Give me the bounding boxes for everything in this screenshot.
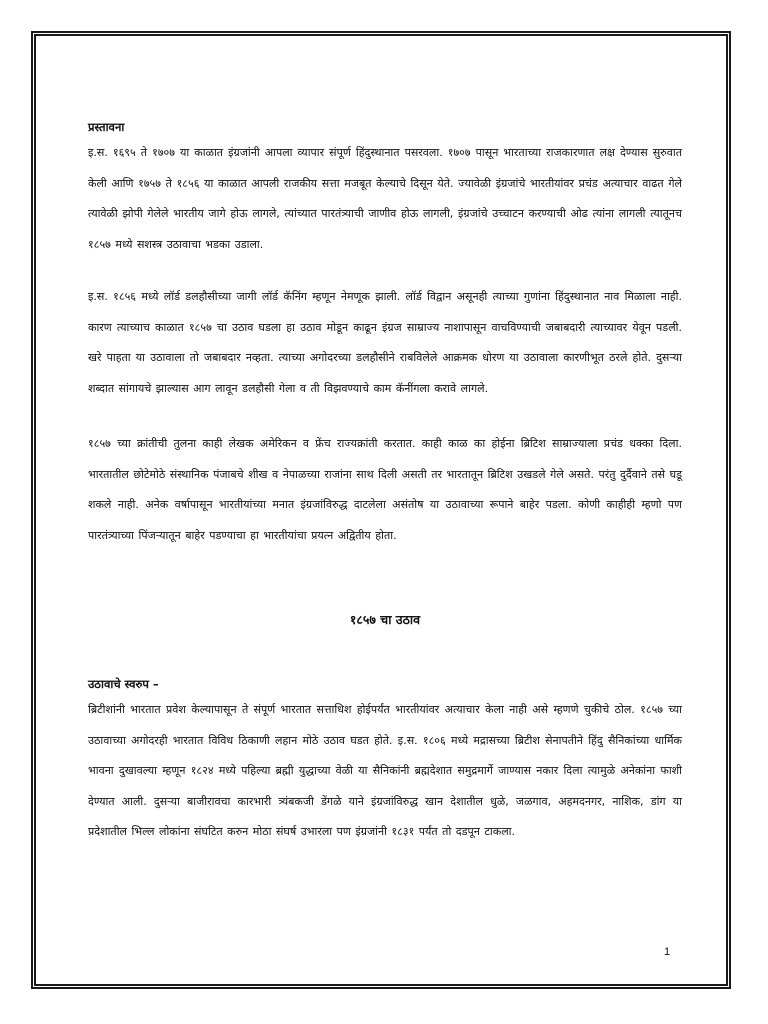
document-body: [88, 116, 682, 848]
section-paragraph: ब्रिटीशांनी भारतात प्रवेश केल्यापासून ते संपूर्ण भारतात सत्ताधिश होईपर्यंत भारतीयांवर अत्याचार केला नाही असे म्हणणे चुकीचे ठोल. १८५७ च्या उठावाच्या अगोदरही भारतात विविध ठिकाणी लहान मोठे उठाव घडत होते. इ.स. १८०६ मध्ये मद्रासच्या ब्रिटीश सेनापतीने हिंदु सैनिकांच्या धार्मिक भावना दुखावल्या म्हणून १८२४ मध्ये पहिल्या ब्रह्मी युद्धाच्या वेळी या सैनिकांनी ब्रह्मदेशात समुद्रमार्गे जाण्यास नकार दिला त्यामुळे अनेकांना फाशी देण्यात आली. दुसऱ्या बाजीरावचा कारभारी त्र्यंबकजी डेंगळे याने इंग्रजांविरुद्ध खान देशातील धुळे, जळगाव, अहमदनगर, नाशिक, डांग या प्रदेशातील भिल्ल लोकांना संघटित करुन मोठा संघर्ष उभारला पण इंग्रजांनी १८३१ पर्यंत तो दडपून टाकला.: [88, 703, 682, 838]
paragraph-3: १८५७ च्या क्रांतीची तुलना काही लेखक अमेरिकन व फ्रेंच राज्यक्रांती करतात. काही काळ का होईना ब्रिटिश साम्राज्याला प्रचंड धक्का दिला. भारतातील छोटेमोठे संस्थानिक पंजाबचे शीख व नेपाळच्या राजांना साथ दिली असती तर भारतातून ब्रिटिश उखडले गेले असते. परंतु दुर्दैवाने तसे घडू शकले नाही. अनेक वर्षापासून भारतीयांच्या मनात इंग्रजांविरुद्ध दाटलेला असंतोष या उठावाच्या रूपाने बाहेर पडला. कोणी काहीही म्हणो पण पारतंत्र्याच्या पिंजऱ्यातून बाहेर पडण्याचा हा भारतीयांचा प्रयत्न अद्वितीय होता.: [88, 437, 682, 542]
paragraph-1: इ.स. १६९५ ते १७०७ या काळात इंग्रजांनी आपला व्यापार संपूर्ण हिंदुस्थानात पसरवला. १७०७ पासून भारताच्या राजकारणात लक्ष देण्यास सुरुवात केली आणि १७५७ ते १८५६ या काळात आपली राजकीय सत्ता मजबूत केल्याचे दिसून येते. ज्यावेळी इंग्रजांचे भारतीयांवर प्रचंड अत्याचार वाढत गेले त्यावेळी झोपी गेलेले भारतीय जागे होऊ लागले, त्यांच्यात पारतंत्र्याची जाणीव होऊ लागली, इंग्रजांचे उच्चाटन करण्याची ओढ त्यांना लागली त्यातूनच १८५७ मध्ये सशस्त्र उठावाचा भडका उडाला.: [88, 146, 682, 251]
center-title: १८५७ चा उठाव: [349, 612, 421, 627]
intro-heading: प्रस्तावना: [88, 120, 125, 134]
section-heading: उठावाचे स्वरुप –: [88, 677, 159, 691]
page-number: 1: [664, 946, 671, 958]
paragraph-2: इ.स. १८५६ मध्ये लॉर्ड डलहौसीच्या जागी लॉर्ड कॅनिंग म्हणून नेमणूक झाली. लॉर्ड विद्वान असूनही त्याच्या गुणांना हिंदुस्थानात नाव मिळाला नाही. कारण त्याच्याच काळात १८५७ चा उठाव घडला हा उठाव मोडून काढून इंग्रज साम्राज्य नाशापासून वाचविण्याची जबाबदारी त्याच्यावर येवून पडली. खरे पाहता या उठावाला तो जबाबदार नव्हता. त्याच्या अगोदरच्या डलहौसीने राबविलेले आक्रमक धोरण या उठावाला कारणीभूत ठरले होते. दुसऱ्या शब्दात सांगायचे झाल्यास आग लावून डलहौसी गेला व ती विझवण्याचे काम कॅनींगला करावे लागले.: [88, 290, 682, 395]
